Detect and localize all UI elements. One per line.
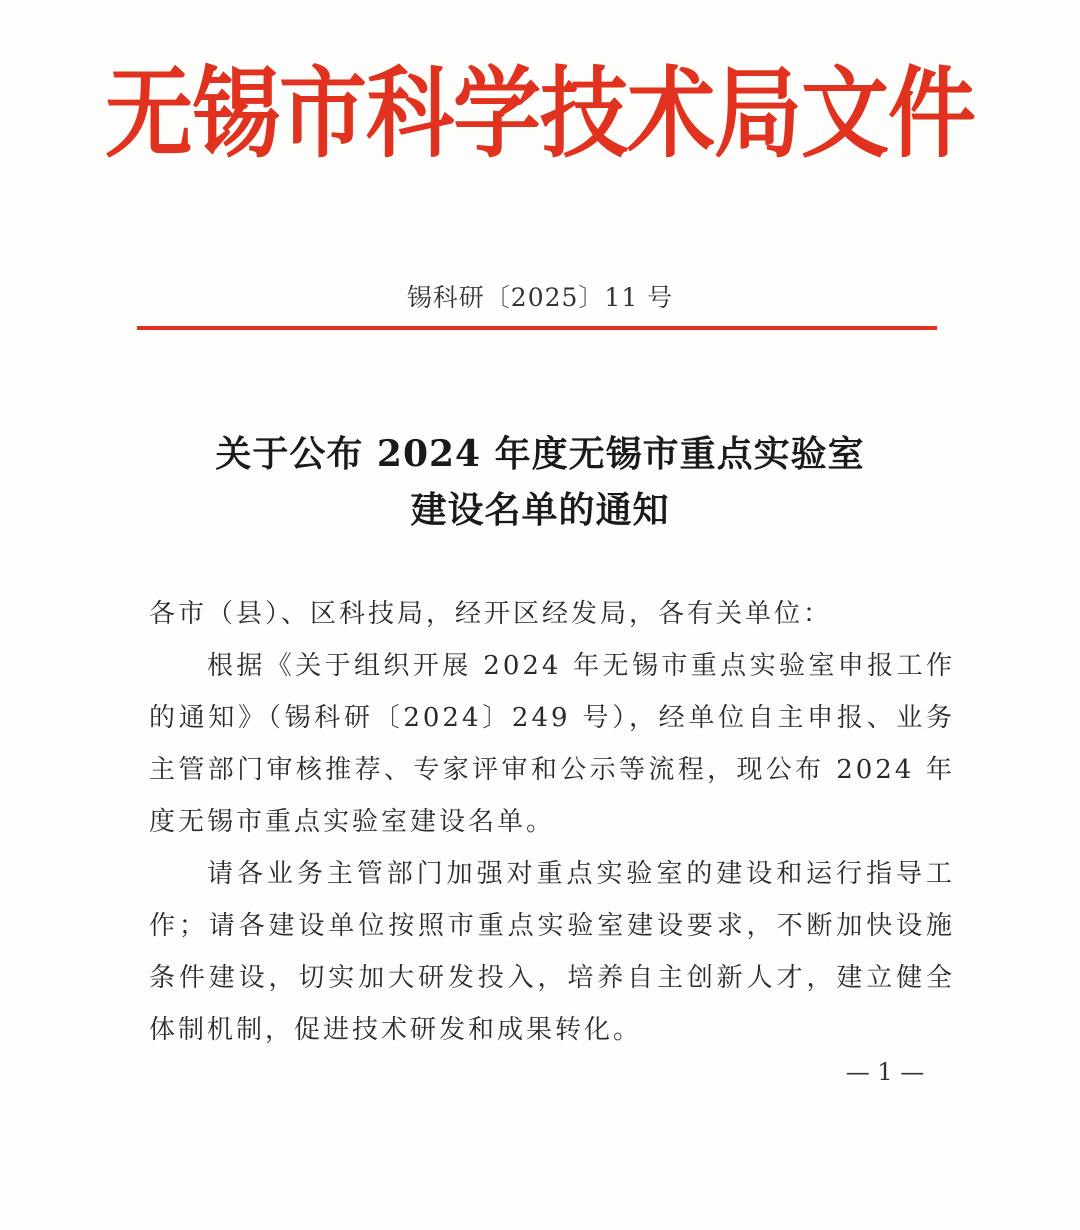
salutation: 各市（县）、区科技局，经开区经发局，各有关单位：: [149, 599, 833, 629]
notice-body: [149, 588, 955, 1056]
document-number: 锡科研〔2025〕11 号: [406, 283, 674, 312]
notice-title: [0, 426, 1080, 538]
page-number: — 1 —: [845, 1058, 925, 1086]
body-paragraph-2: 请各业务主管部门加强对重点实验室的建设和运行指导工作；请各建设单位按照市重点实验室建设要求，不断加快设施条件建设，切实加大研发投入，培养自主创新人才，建立健全体制机制，促进技术研发和成果转化。: [149, 859, 955, 1045]
masthead-title: 无锡市科学技术局文件: [104, 55, 975, 172]
notice-title-line-2: 建设名单的通知: [410, 489, 670, 531]
notice-title-line-1: 关于公布 2024 年度无锡市重点实验室: [215, 433, 865, 475]
red-divider-line: [137, 326, 937, 330]
body-paragraph-1: 根据《关于组织开展 2024 年无锡市重点实验室申报工作的通知》（锡科研〔2024〕249 号），经单位自主申报、业务主管部门审核推荐、专家评审和公示等流程，现公布 2024 年度无锡市重点实验室建设名单。: [149, 651, 955, 837]
